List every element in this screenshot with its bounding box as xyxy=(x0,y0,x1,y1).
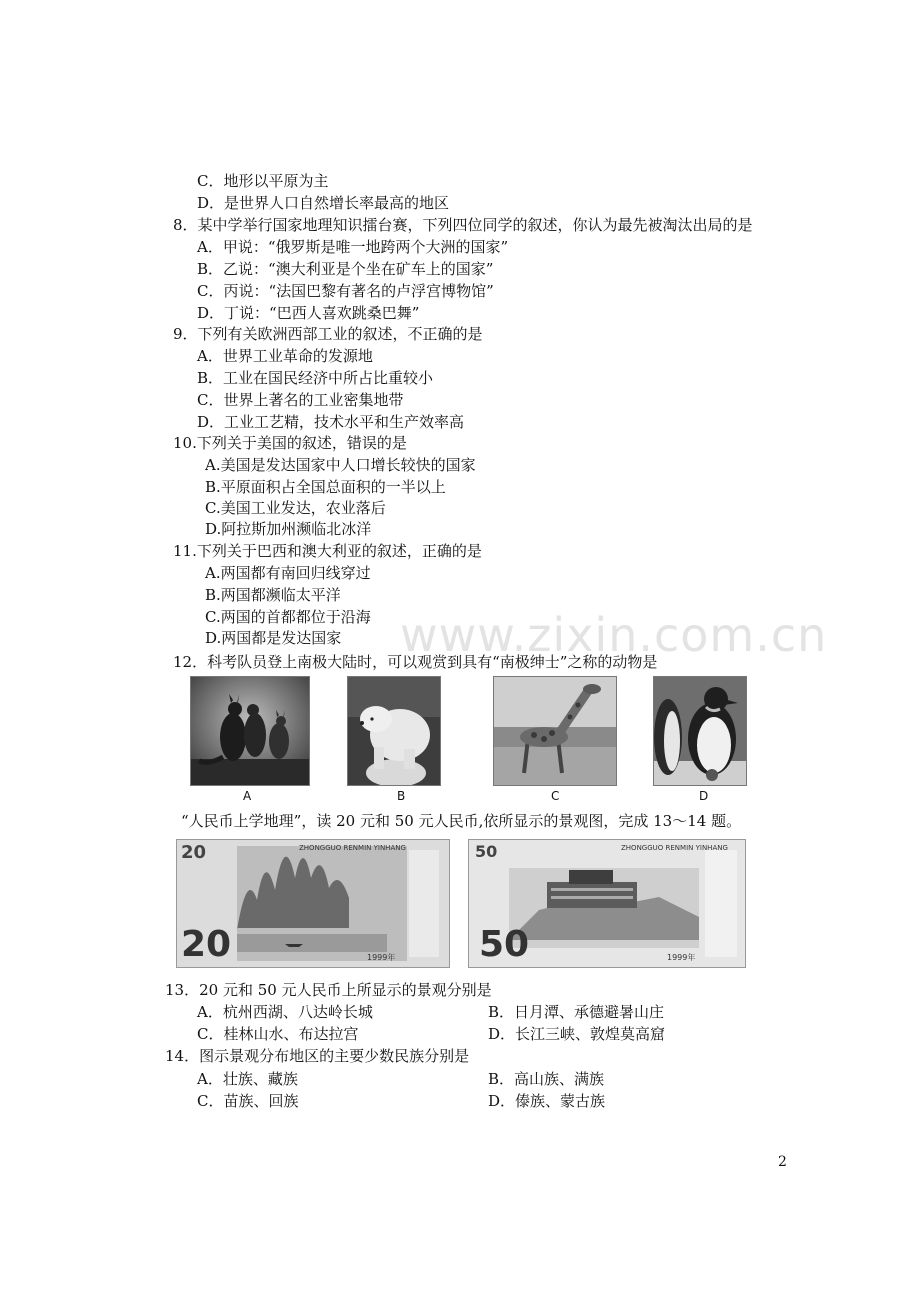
banknote-20-denomination-bottom: 20 xyxy=(181,924,232,965)
banknote-20-bank-name: ZHONGGUO RENMIN YINHANG xyxy=(299,844,406,852)
q7-option-c: C．地形以平原为主 xyxy=(197,172,329,190)
banknote-50-denomination-bottom: 50 xyxy=(479,924,530,965)
q10-option-b: B.平原面积占全国总面积的一半以上 xyxy=(205,478,446,496)
q9-option-b: B．工业在国民经济中所占比重较小 xyxy=(197,369,434,387)
q14-option-b: B．高山族、满族 xyxy=(488,1070,605,1088)
q13-option-b: B．日月潭、承德避暑山庄 xyxy=(488,1003,665,1021)
photo-label-a: A xyxy=(243,789,252,803)
page-number: 2 xyxy=(778,1154,787,1170)
q10-stem: 10.下列关于美国的叙述，错误的是 xyxy=(173,434,407,452)
q10-option-a: A.美国是发达国家中人口增长较快的国家 xyxy=(205,456,476,474)
intro-text: “人民币上学地理”，读 20 元和 50 元人民币,依所显示的景观图，完成 13～14 题。 xyxy=(181,812,742,830)
penguin-photo xyxy=(653,676,747,786)
q9-option-c: C．世界上著名的工业密集地带 xyxy=(197,391,404,409)
banknote-20-year: 1999年 xyxy=(367,953,396,962)
banknote-50-bank-name: ZHONGGUO RENMIN YINHANG xyxy=(621,844,728,852)
q11-option-a: A.两国都有南回归线穿过 xyxy=(205,564,371,582)
q9-stem: 9．下列有关欧洲西部工业的叙述，不正确的是 xyxy=(173,325,483,343)
q8-option-a: A．甲说：“俄罗斯是唯一地跨两个大洲的国家” xyxy=(197,238,509,256)
q9-option-a: A．世界工业革命的发源地 xyxy=(197,347,373,365)
photo-label-c: C xyxy=(551,789,560,803)
q11-stem: 11.下列关于巴西和澳大利亚的叙述，正确的是 xyxy=(173,542,482,560)
q8-option-b: B．乙说：“澳大利亚是个坐在矿车上的国家” xyxy=(197,260,494,278)
photo-label-b: B xyxy=(397,789,406,803)
q10-option-c: C.美国工业发达，农业落后 xyxy=(205,499,386,517)
q11-option-c: C.两国的首都都位于沿海 xyxy=(205,608,371,626)
banknote-20-image xyxy=(176,839,450,968)
q8-stem: 8．某中学举行国家地理知识擂台赛，下列四位同学的叙述，你认为最先被淘汰出局的是 xyxy=(173,216,753,234)
kangaroo-photo xyxy=(190,676,310,786)
banknote-50-image xyxy=(468,839,746,968)
q13-option-c: C．桂林山水、布达拉宫 xyxy=(197,1025,359,1043)
polar-bear-photo xyxy=(347,676,441,786)
q14-option-a: A．壮族、藏族 xyxy=(197,1070,298,1088)
q8-option-d: D．丁说：“巴西人喜欢跳桑巴舞” xyxy=(197,304,420,322)
q9-option-d: D．工业工艺精，技术水平和生产效率高 xyxy=(197,413,465,431)
q13-option-d: D．长江三峡、敦煌莫高窟 xyxy=(488,1025,666,1043)
q8-option-c: C．丙说：“法国巴黎有著名的卢浮宫博物馆” xyxy=(197,282,494,300)
banknote-50-year: 1999年 xyxy=(667,953,696,962)
q13-option-a: A．杭州西湖、八达岭长城 xyxy=(197,1003,373,1021)
q14-option-d: D．傣族、蒙古族 xyxy=(488,1092,606,1110)
q7-option-d: D．是世界人口自然增长率最高的地区 xyxy=(197,194,450,212)
banknote-20-denomination-top: 20 xyxy=(181,842,207,863)
q10-option-d: D.阿拉斯加州濒临北冰洋 xyxy=(205,520,372,538)
photo-label-d: D xyxy=(699,789,709,803)
q14-stem: 14．图示景观分布地区的主要少数民族分别是 xyxy=(165,1047,470,1065)
q12-stem: 12．科考队员登上南极大陆时，可以观赏到具有“南极绅士”之称的动物是 xyxy=(173,653,658,671)
q11-option-b: B.两国都濒临太平洋 xyxy=(205,586,341,604)
q14-option-c: C．苗族、回族 xyxy=(197,1092,299,1110)
q13-stem: 13．20 元和 50 元人民币上所显示的景观分别是 xyxy=(165,981,492,999)
q11-option-d: D.两国都是发达国家 xyxy=(205,629,342,647)
giraffe-photo xyxy=(493,676,617,786)
banknote-50-denomination-top: 50 xyxy=(475,842,498,861)
watermark: www.zixin.com.cn xyxy=(400,608,828,662)
